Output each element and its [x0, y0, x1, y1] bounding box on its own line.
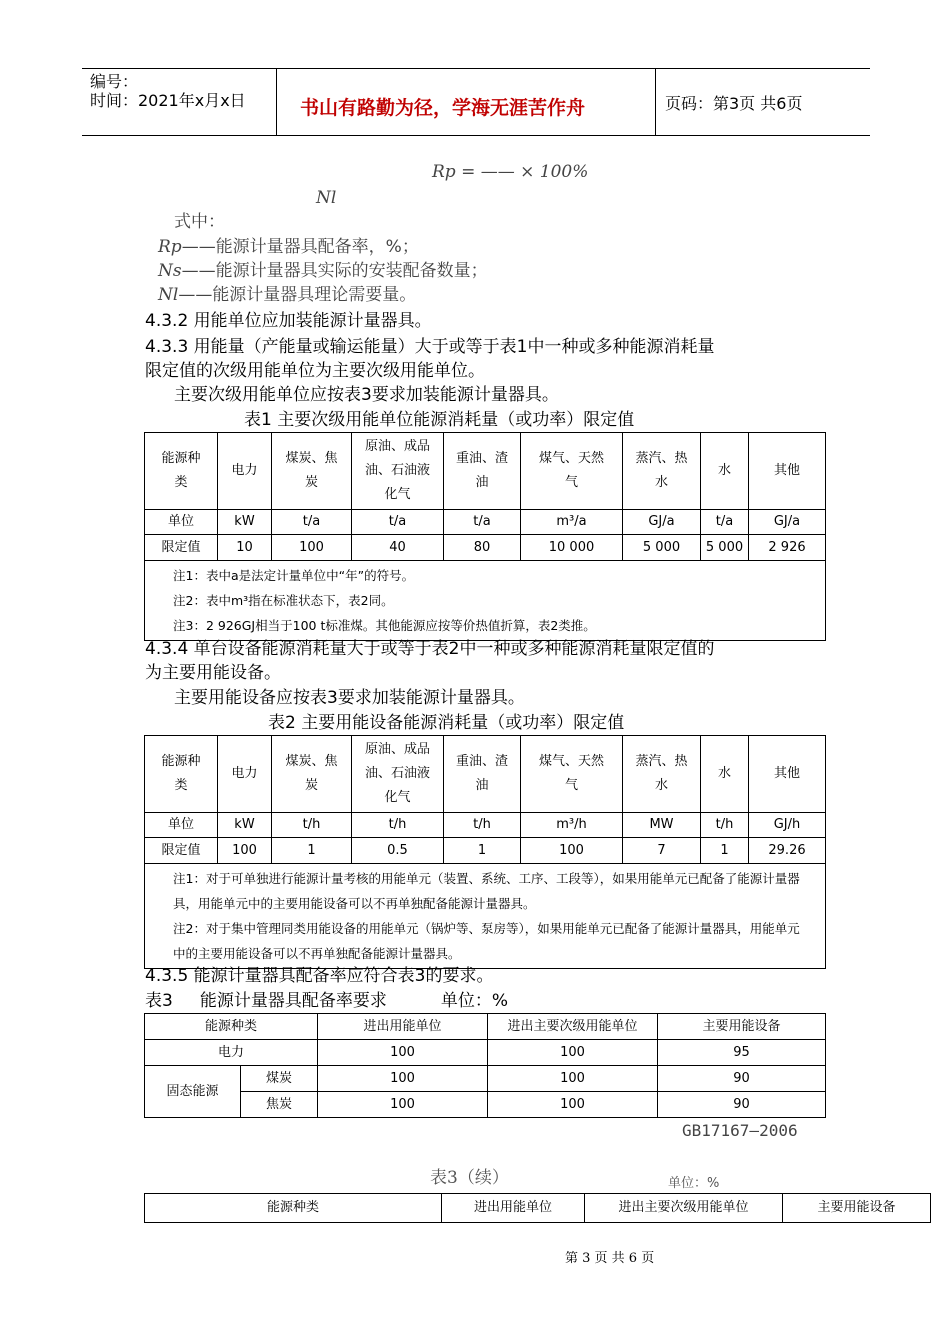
table2-header-cell: 其他 — [749, 736, 826, 813]
table1-header-cell: 水 — [701, 433, 749, 510]
table3-header-cell: 能源种类 — [145, 1014, 318, 1040]
table1-limit-cell: 80 — [444, 535, 521, 561]
table1-caption: 表1 主要次级用能单位能源消耗量（或功率）限定值 — [244, 410, 635, 430]
header-date: 时间：2021年x月x日 — [90, 91, 246, 110]
table2-limit-cell: 1 — [701, 838, 749, 864]
table3-sub-cell: 煤炭 — [241, 1066, 318, 1092]
table1-header-cell: 煤气、天然气 — [521, 433, 623, 510]
table1-note-3: 注3：2 926GJ相当于100 t标准煤。其他能源应按等价热值折算，表2类推。 — [173, 618, 596, 633]
table2-limit-cell: 29.26 — [749, 838, 826, 864]
table3-header-cell: 进出用能单位 — [318, 1014, 488, 1040]
clause-4-3-3-line1: 4.3.3 用能量（产能量或输运能量）大于或等于表1中一种或多种能源消耗量 — [145, 337, 715, 357]
table2-limit-cell: 0.5 — [352, 838, 444, 864]
def-ns-text: ——能源计量器具实际的安装配备数量； — [181, 261, 488, 281]
table2-unit-row — [145, 813, 826, 838]
table2-header-cell: 重油、渣油 — [444, 736, 521, 813]
header-divider-right — [655, 68, 656, 136]
table3-cont-header-cell: 主要用能设备 — [783, 1194, 931, 1223]
table1-unit-cell: m³/a — [521, 510, 623, 535]
table1-limit-cell: 限定值 — [145, 535, 218, 561]
table3-row-electricity — [145, 1040, 826, 1066]
table2-limit-cell: 1 — [272, 838, 352, 864]
table2-notes — [145, 864, 826, 969]
table2-header-cell: 煤炭、焦炭 — [272, 736, 352, 813]
table3-group-cell: 固态能源 — [145, 1066, 241, 1118]
formula-def-nl — [158, 285, 416, 305]
table3-sub-cell: 焦炭 — [241, 1092, 318, 1118]
table1-notes-row — [145, 561, 826, 641]
table3-value-cell: 95 — [658, 1040, 826, 1066]
symbol-ns: Ns — [158, 261, 182, 281]
table1-header-cell: 原油、成品油、石油液化气 — [352, 433, 444, 510]
table3-value-cell: 100 — [318, 1040, 488, 1066]
table1 — [144, 432, 826, 641]
clause-4-3-5: 4.3.5 能源计量器具配备率应符合表3的要求。 — [145, 966, 494, 986]
table3-header-cell: 进出主要次级用能单位 — [488, 1014, 658, 1040]
table2-unit-cell: t/h — [701, 813, 749, 838]
formula-def-ns — [158, 261, 488, 281]
table2-header-cell: 原油、成品油、石油液化气 — [352, 736, 444, 813]
table3-value-cell: 90 — [658, 1066, 826, 1092]
table2-header-row — [145, 736, 826, 813]
header-top-rule — [82, 68, 870, 69]
table1-unit-cell: kW — [218, 510, 272, 535]
table1-unit-cell: t/a — [701, 510, 749, 535]
clause-4-3-4-line1: 4.3.4 单台设备能源消耗量大于或等于表2中一种或多种能源消耗量限定值的 — [145, 639, 715, 659]
table1-unit-cell: GJ/a — [749, 510, 826, 535]
table3-cont-header-cell: 进出用能单位 — [442, 1194, 585, 1223]
table1-unit-cell: t/a — [444, 510, 521, 535]
table2-header-cell: 能源种类 — [145, 736, 218, 813]
table2-note-2: 注2：对于集中管理同类用能设备的用能单元（锅炉等、泵房等），如果用能单元已配备了能源计量器具，用能单元中的主要用能设备可以不再单独配备能源计量器具。 — [173, 921, 800, 961]
table3-value-cell: 100 — [488, 1066, 658, 1092]
table2-header-cell: 电力 — [218, 736, 272, 813]
table1-unit-cell: t/a — [272, 510, 352, 535]
table1-limit-cell: 100 — [272, 535, 352, 561]
table3-value-cell: 90 — [658, 1092, 826, 1118]
header-page-number: 页码：第3页 共6页 — [665, 94, 803, 113]
table3-value-cell: 100 — [488, 1092, 658, 1118]
def-nl-text: ——能源计量器具理论需要量。 — [178, 285, 417, 305]
table1-unit-cell: GJ/a — [623, 510, 701, 535]
table2-header-cell: 水 — [701, 736, 749, 813]
formula-numerator-line: Rp = —— × 100% — [432, 162, 589, 182]
table2-limit-cell: 限定值 — [145, 838, 218, 864]
page-footer: 第 3 页 共 6 页 — [565, 1251, 655, 1266]
clause-4-3-3-line3: 主要次级用能单位应按表3要求加装能源计量器具。 — [174, 385, 559, 405]
clause-4-3-4-line3: 主要用能设备应按表3要求加装能源计量器具。 — [174, 688, 525, 708]
table2-unit-cell: t/h — [352, 813, 444, 838]
table2-unit-cell: 单位 — [145, 813, 218, 838]
table1-note-2: 注2：表中m³指在标准状态下，表2同。 — [173, 593, 394, 608]
formula-where: 式中： — [174, 212, 225, 232]
table1-limit-cell: 40 — [352, 535, 444, 561]
table3-header-cell: 主要用能设备 — [658, 1014, 826, 1040]
table2-limit-cell: 7 — [623, 838, 701, 864]
table1-notes — [145, 561, 826, 641]
header-motto: 书山有路勤为径，学海无涯苦作舟 — [300, 97, 586, 119]
table1-unit-cell: t/a — [352, 510, 444, 535]
header-number: 编号： — [90, 72, 139, 91]
table2-notes-row — [145, 864, 826, 969]
table2-limit-row — [145, 838, 826, 864]
table2-header-cell: 煤气、天然气 — [521, 736, 623, 813]
table1-limit-cell: 5 000 — [623, 535, 701, 561]
table1-header-cell: 其他 — [749, 433, 826, 510]
table1-header-cell: 煤炭、焦炭 — [272, 433, 352, 510]
formula-denominator: Nl — [316, 188, 337, 208]
header-bottom-rule — [82, 135, 870, 136]
table1-header-cell: 重油、渣油 — [444, 433, 521, 510]
table2-limit-cell: 100 — [521, 838, 623, 864]
table3-cont-unit: 单位：% — [668, 1176, 720, 1191]
table1-unit-row — [145, 510, 826, 535]
table2-unit-cell: MW — [623, 813, 701, 838]
table3-row-coke — [145, 1092, 826, 1118]
table3-header-row — [145, 1014, 826, 1040]
table3-caption: 表3 能源计量器具配备率要求 单位：% — [145, 991, 509, 1011]
table1-header-cell: 能源种类 — [145, 433, 218, 510]
table3-cont-header-cell: 进出主要次级用能单位 — [585, 1194, 783, 1223]
table2-header-cell: 蒸汽、热水 — [623, 736, 701, 813]
table2-limit-cell: 100 — [218, 838, 272, 864]
table1-header-cell: 蒸汽、热水 — [623, 433, 701, 510]
table3-value-cell: 100 — [318, 1066, 488, 1092]
clause-4-3-4-line2: 为主要用能设备。 — [145, 663, 281, 683]
symbol-rp: Rp — [158, 237, 182, 257]
table3-cont-caption: 表3（续） — [430, 1168, 509, 1188]
table1-limit-row — [145, 535, 826, 561]
table1-header-row — [145, 433, 826, 510]
table3-row-coal — [145, 1066, 826, 1092]
table2-unit-cell: GJ/h — [749, 813, 826, 838]
def-rp-text: ——能源计量器具配备率，%； — [181, 237, 419, 257]
table3-value-cell: 100 — [318, 1092, 488, 1118]
standard-code: GB17167—2006 — [682, 1121, 798, 1140]
table3 — [144, 1013, 826, 1118]
table2-unit-cell: kW — [218, 813, 272, 838]
table1-limit-cell: 10 — [218, 535, 272, 561]
table2-caption: 表2 主要用能设备能源消耗量（或功率）限定值 — [268, 713, 625, 733]
symbol-nl: Nl — [158, 285, 179, 305]
table2 — [144, 735, 826, 969]
formula-def-rp — [158, 237, 419, 257]
table2-limit-cell: 1 — [444, 838, 521, 864]
clause-4-3-3-line2: 限定值的次级用能单位为主要次级用能单位。 — [145, 361, 485, 381]
table3-value-cell: 100 — [488, 1040, 658, 1066]
table1-unit-cell: 单位 — [145, 510, 218, 535]
table3-group-cell: 电力 — [145, 1040, 318, 1066]
table3-cont — [144, 1193, 931, 1223]
table1-header-cell: 电力 — [218, 433, 272, 510]
table1-limit-cell: 10 000 — [521, 535, 623, 561]
table2-note-1: 注1：对于可单独进行能源计量考核的用能单元（装置、系统、工序、工段等），如果用能单元已配备了能源计量器具，用能单元中的主要用能设备可以不再单独配备能源计量器具。 — [173, 871, 800, 911]
table2-unit-cell: t/h — [272, 813, 352, 838]
table3-cont-header-cell: 能源种类 — [145, 1194, 442, 1223]
header-divider-left — [276, 68, 277, 136]
table2-unit-cell: m³/h — [521, 813, 623, 838]
table3-cont-header-row — [145, 1194, 931, 1223]
table1-limit-cell: 2 926 — [749, 535, 826, 561]
table2-unit-cell: t/h — [444, 813, 521, 838]
table1-note-1: 注1：表中a是法定计量单位中“年”的符号。 — [173, 568, 415, 583]
table1-limit-cell: 5 000 — [701, 535, 749, 561]
clause-4-3-2: 4.3.2 用能单位应加装能源计量器具。 — [145, 311, 432, 331]
